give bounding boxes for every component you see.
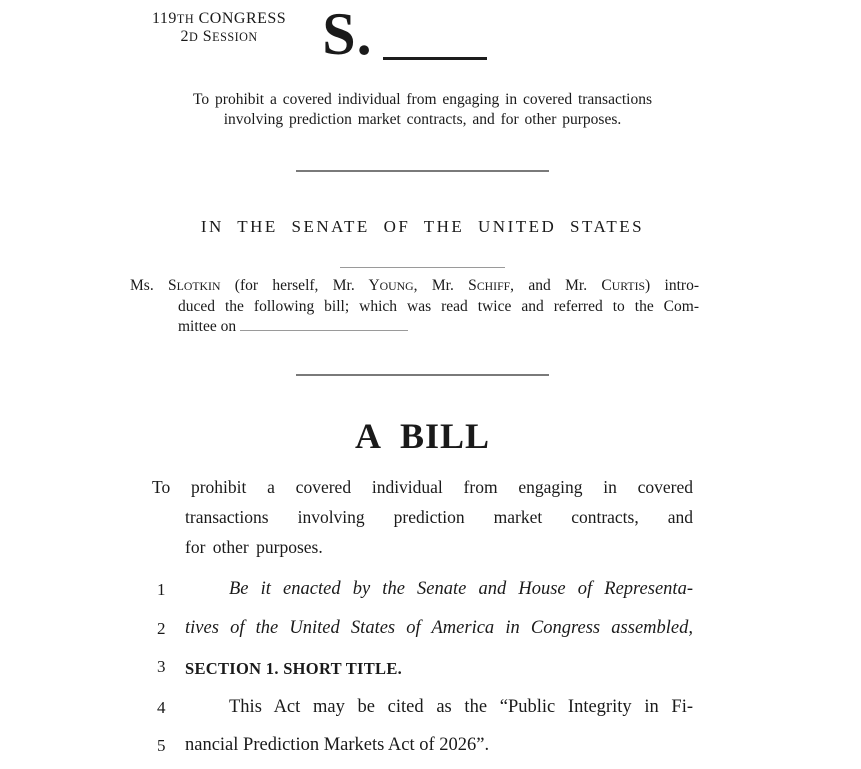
line-number: 4	[157, 697, 166, 717]
bill-header	[152, 1, 693, 67]
body-line	[152, 577, 693, 602]
line-text: nancial Prediction Markets Act of 2026”.	[185, 735, 490, 755]
bill-body	[152, 577, 693, 758]
body-line	[152, 733, 693, 758]
sponsor-line-3: mittee on	[130, 317, 699, 337]
line-text: tives of the United States of America in Congress assembled,	[185, 617, 693, 638]
long-title-line-1: To prohibit a covered individual from engaging in covered	[152, 477, 693, 497]
line-number: 2	[157, 618, 166, 638]
congress-session-block	[152, 8, 286, 46]
sponsor-line-1: Ms. SLOTKIN (for herself, Mr. YOUNG, Mr. SCHIFF, and Mr. CURTIS) intro-	[130, 277, 699, 294]
session-line: 2D SESSION	[180, 28, 258, 45]
bill-type-letter: S.	[322, 1, 373, 67]
line-text: SECTION 1. SHORT TITLE.	[185, 659, 403, 678]
top-divider-rule	[296, 170, 549, 172]
body-line	[152, 616, 693, 641]
body-line	[152, 654, 693, 681]
bill-number-blank-line	[383, 57, 487, 60]
sponsor-line-2: duced the following bill; which was read twice and referred to the Com-	[178, 298, 699, 315]
bill-number-block	[322, 1, 486, 67]
line-text: Be it enacted by the Senate and House of Representa-	[229, 579, 693, 599]
sponsor-paragraph	[130, 276, 699, 337]
long-title-line-2: transactions involving prediction market contracts, and	[185, 507, 693, 527]
line-number: 3	[157, 657, 166, 676]
congress-line: 119TH CONGRESS	[152, 10, 287, 27]
official-title-header: To prohibit a covered individual from engaging in covered transactions involving prediction market contracts, and for other purposes.	[193, 91, 652, 128]
senate-heading: IN THE SENATE OF THE UNITED STATES	[200, 217, 645, 236]
introduction-date-blank-line	[340, 267, 505, 268]
long-title	[152, 472, 693, 562]
committee-blank-line	[240, 330, 408, 331]
line-number: 5	[157, 736, 166, 755]
body-line	[152, 695, 693, 720]
line-text: This Act may be cited as the “Public Integrity in Fi-	[229, 696, 693, 717]
line-number: 1	[157, 580, 166, 599]
a-bill-heading: A BILL	[354, 416, 491, 456]
bottom-divider-rule	[296, 374, 549, 376]
long-title-line-3: for other purposes.	[185, 537, 323, 557]
